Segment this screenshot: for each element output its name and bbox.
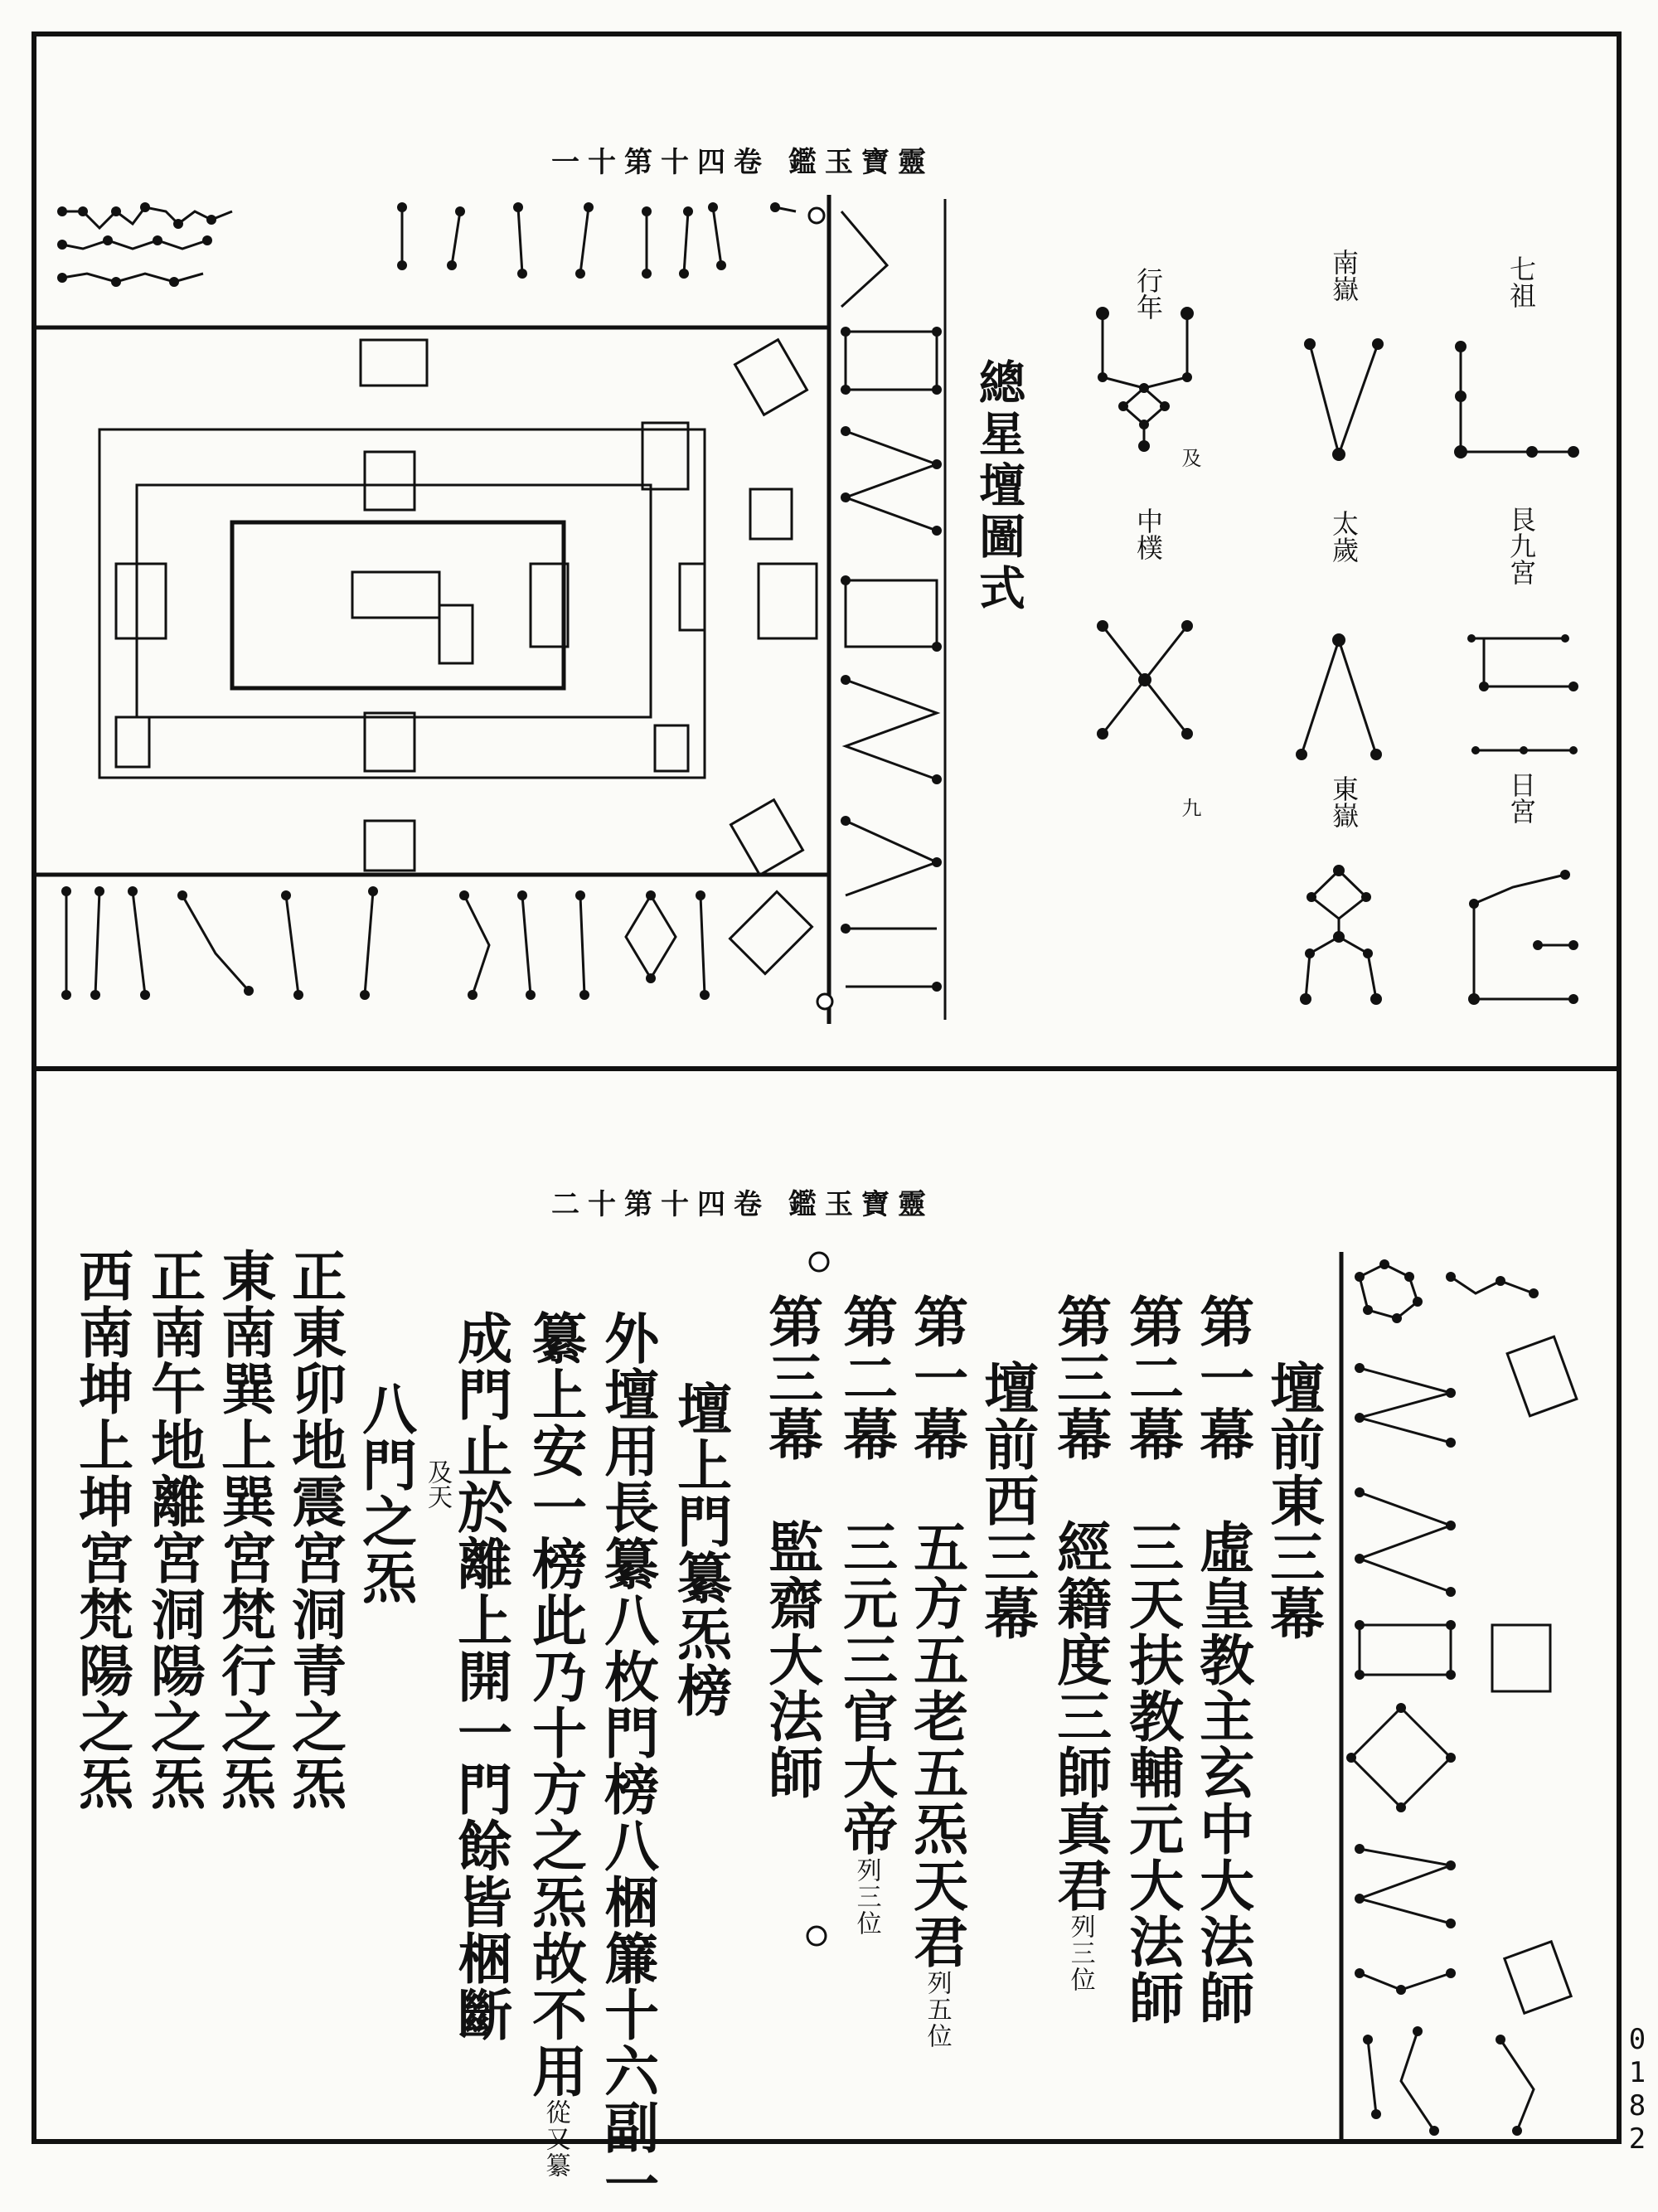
bottom-running-header: 靈寶玉鑑 卷四十第十二	[551, 1188, 934, 1221]
label-dongyue: 東嶽	[1328, 775, 1360, 828]
note-col-4: 列三位	[1065, 1914, 1095, 1993]
text-col-8: 第三幕 監齋大法師	[759, 1293, 824, 1801]
note-col-11: 從又纂	[541, 2099, 570, 2179]
taisui-star-figure	[1296, 633, 1382, 760]
text-col-3: 第二幕 三天扶教輔元大法師	[1119, 1293, 1185, 2026]
top-row-stars	[57, 202, 824, 287]
diagram-title: 總星壇圖式	[972, 358, 1026, 615]
right-column-stars	[817, 211, 942, 1009]
text-col-13: 八門之炁	[352, 1380, 418, 1606]
text-col-6: 第一幕 五方五老五炁天君列五位	[904, 1293, 969, 2049]
bottom-star-strip	[1335, 1244, 1583, 2172]
zhongpu-star-figure	[1097, 620, 1193, 740]
text-col-7: 第二幕 三元三官大帝列三位	[833, 1293, 899, 1937]
xingnian-star-figure	[1096, 307, 1194, 452]
note-col-7: 列三位	[851, 1857, 881, 1937]
label-qizu: 七祖	[1505, 255, 1537, 308]
rigong-star-figure	[1467, 634, 1578, 1005]
top-running-header: 靈寶玉鑑 卷四十第十一	[551, 146, 934, 179]
text-col-4: 第三幕 經籍度三師真君列三位	[1047, 1293, 1113, 1993]
qizu-star-figure	[1454, 341, 1579, 458]
nanyue-star-figure	[1304, 338, 1384, 461]
text-col-14: 正東卯地震宮洞青之炁	[282, 1248, 347, 1812]
label-ji: 及	[1178, 448, 1201, 468]
bottom-row-stars	[61, 886, 812, 1000]
text-col-16: 正南午地離宮洞陽之炁	[141, 1248, 206, 1812]
text-col-9: 壇上門纂炁榜	[667, 1380, 733, 1719]
text-col-15: 東南巽上巽宮梵行之炁	[211, 1248, 277, 1812]
text-col-1: 壇前東三幕	[1260, 1360, 1326, 1642]
text-col-2: 第一幕 虛皇教主玄中大法師	[1190, 1293, 1255, 2026]
text-col-12: 成門止於離上開一門餘皆梱斷	[448, 1310, 513, 2043]
label-zhongpu: 中樸	[1132, 507, 1164, 560]
text-col-11: 纂上安一榜此乃十方之炁故不用從又纂	[522, 1310, 588, 2179]
label-gen-jiugong: 艮九宮	[1505, 506, 1537, 585]
text-col-5: 壇前西三幕	[974, 1360, 1040, 1642]
label-nanyue: 南嶽	[1328, 249, 1360, 302]
text-col-17: 西南坤上坤宮梵陽之炁	[69, 1248, 134, 1812]
label-jiu: 九	[1178, 798, 1201, 817]
label-rigong: 日宮	[1505, 771, 1537, 824]
label-xingnian: 行年	[1132, 267, 1164, 320]
note-col-13: 及天	[423, 1459, 452, 1509]
note-col-6: 列五位	[922, 1970, 952, 2049]
text-col-10: 外壇用長纂八枚門榜八梱簾十六副一	[594, 1310, 660, 2212]
altar-plan-diagram	[0, 0, 995, 1070]
label-taisui: 太歲	[1328, 510, 1360, 563]
dongyue-star-figure	[1300, 865, 1382, 1005]
page-number: 0182	[1621, 2023, 1654, 2156]
